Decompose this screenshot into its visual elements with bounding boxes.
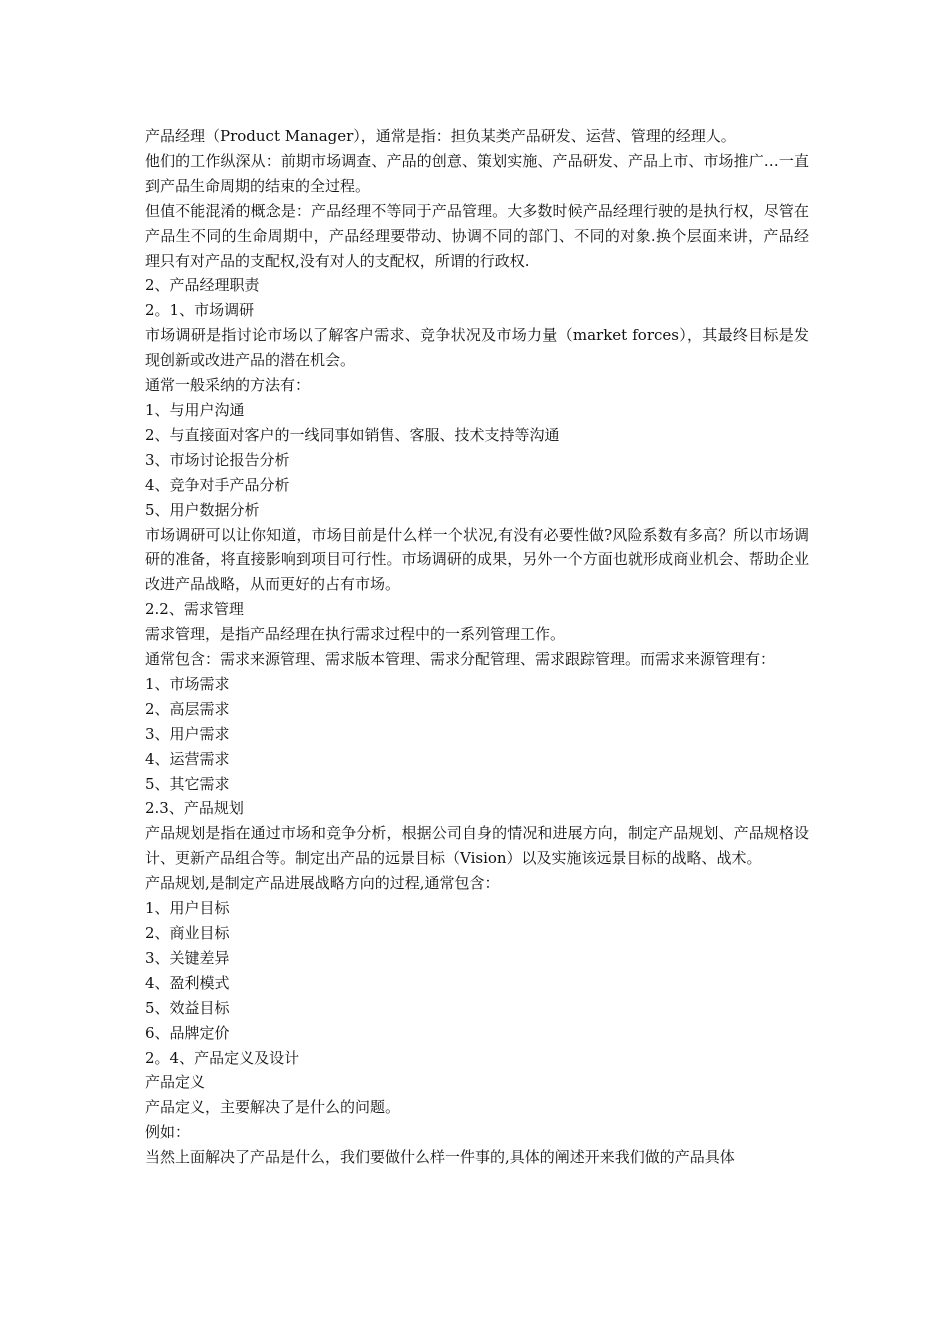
list-item: 3、市场讨论报告分析 (145, 450, 290, 469)
subsection-heading: 2。1、市场调研 (145, 301, 255, 320)
paragraph: 他们的工作纵深从：前期市场调查、产品的创意、策划实施、产品研发、产品上市、市场推广…一直到产品生命周期的结束的全过程。 (145, 151, 809, 195)
paragraph: 产品规划,是制定产品进展战略方向的过程,通常包含： (145, 874, 500, 893)
subsection-heading: 2.2、需求管理 (145, 600, 244, 619)
paragraph: 需求管理，是指产品经理在执行需求过程中的一系列管理工作。 (145, 625, 566, 644)
list-item: 5、其它需求 (145, 774, 230, 793)
list-item: 3、关键差异 (145, 948, 230, 967)
paragraph: 当然上面解决了产品是什么，我们要做什么样一件事的,具体的阐述开来我们做的产品具体 (145, 1148, 735, 1167)
paragraph: 通常一般采纳的方法有： (145, 376, 311, 395)
subsection-heading: 2.3、产品规划 (145, 799, 244, 818)
section-heading: 2、产品经理职责 (145, 276, 260, 295)
list-item: 1、市场需求 (145, 674, 230, 693)
subsection-heading: 2。4、产品定义及设计 (145, 1048, 300, 1067)
list-item: 5、用户数据分析 (145, 500, 260, 519)
paragraph: 产品定义 (145, 1073, 206, 1092)
list-item: 1、与用户沟通 (145, 400, 245, 419)
document-page (145, 124, 809, 1170)
list-item: 6、品牌定价 (145, 1023, 230, 1042)
list-item: 2、高层需求 (145, 699, 230, 718)
list-item: 2、与直接面对客户的一线同事如销售、客服、技术支持等沟通 (145, 425, 560, 444)
paragraph: 例如： (145, 1123, 191, 1142)
paragraph: 产品定义，主要解决了是什么的问题。 (145, 1098, 401, 1117)
list-item: 4、盈利模式 (145, 973, 230, 992)
list-item: 1、用户目标 (145, 899, 230, 918)
list-item: 4、运营需求 (145, 749, 230, 768)
list-item: 5、效益目标 (145, 998, 230, 1017)
paragraph: 市场调研可以让你知道，市场目前是什么样一个状况,有没有必要性做?风险系数有多高？所以市场调研的准备，将直接影响到项目可行性。市场调研的成果，另外一个方面也就形成商业机会、帮助企业改进产品战略，从而更好的占有市场。 (145, 525, 809, 594)
list-item: 2、商业目标 (145, 924, 230, 942)
paragraph: 产品经理（Product Manager），通常是指：担负某类产品研发、运营、管理的经理人。 (145, 127, 736, 145)
paragraph: 通常包含：需求来源管理、需求版本管理、需求分配管理、需求跟踪管理。而需求来源管理有： (145, 650, 776, 669)
list-item: 4、竞争对手产品分析 (145, 475, 290, 494)
paragraph: 市场调研是指讨论市场以了解客户需求、竞争状况及市场力量（market forces），其最终目标是发现创新或改进产品的潜在机会。 (145, 326, 809, 370)
list-item: 3、用户需求 (145, 724, 230, 743)
paragraph: 但值不能混淆的概念是：产品经理不等同于产品管理。大多数时候产品经理行驶的是执行权，尽管在产品生不同的生命周期中，产品经理要带动、协调不同的部门、不同的对象.换个层面来讲，产品经理只有对产品的支配权,没有对人的支配权，所谓的行政权. (145, 201, 809, 270)
paragraph: 产品规划是指在通过市场和竞争分析，根据公司自身的情况和进展方向，制定产品规划、产品规格设计、更新产品组合等。制定出产品的远景目标（Vision）以及实施该远景目标的战略、战术。 (145, 824, 809, 868)
